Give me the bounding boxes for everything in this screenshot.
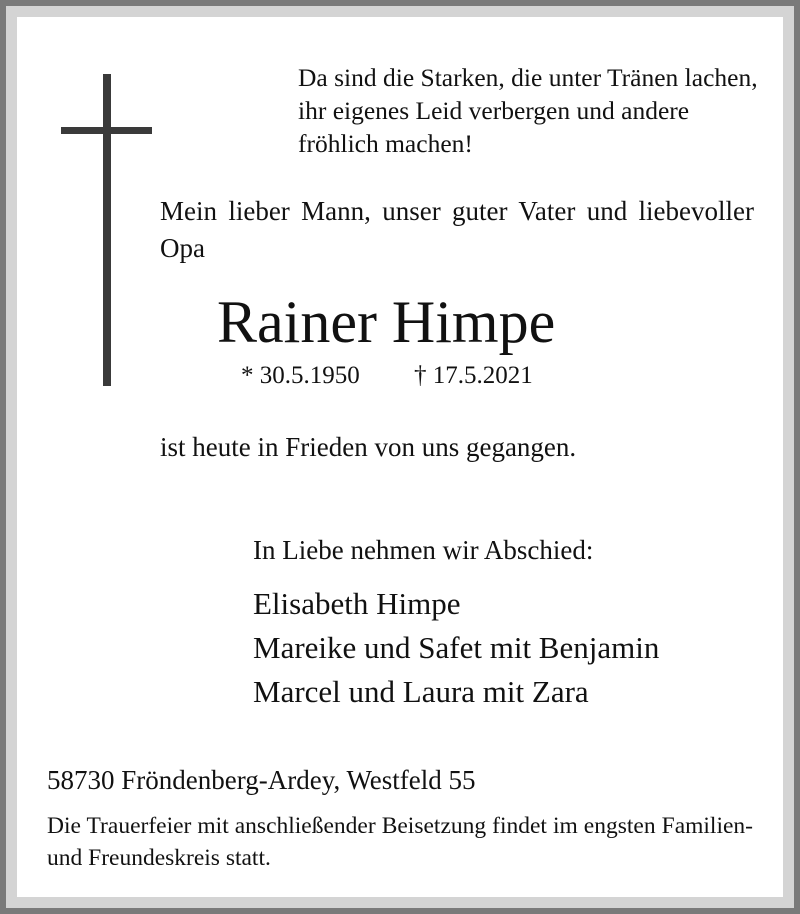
mourner-item: Mareike und Safet mit Benjamin <box>253 630 660 665</box>
address-line: 58730 Fröndenberg-Ardey, Westfeld 55 <box>47 765 476 795</box>
cross-vertical-bar <box>103 74 111 386</box>
mourner-item: Marcel und Laura mit Zara <box>253 674 589 709</box>
farewell-heading: In Liebe nehmen wir Abschied: <box>253 535 594 565</box>
mourners-list <box>253 582 659 714</box>
deceased-name: Rainer Himpe <box>217 289 556 355</box>
intro-text: Mein lieber Mann, unser guter Vater und liebevoller Opa <box>160 196 754 263</box>
death-date: † 17.5.2021 <box>414 362 533 389</box>
passed-away-text: ist heute in Frieden von uns gegangen. <box>160 432 577 462</box>
motto-quote: Da sind die Starken, die unter Tränen lachen, ihr eigenes Leid verbergen und andere fröhlich machen! <box>298 63 758 158</box>
ceremony-notice: Die Trauerfeier mit anschließender Beisetzung findet im engsten Familien- und Freundeskreis statt. <box>47 813 753 871</box>
birth-date: * 30.5.1950 <box>241 362 360 389</box>
obituary-card <box>17 17 783 897</box>
cross-horizontal-bar <box>61 127 152 134</box>
mourner-item: Elisabeth Himpe <box>253 586 461 621</box>
inner-frame <box>6 6 794 908</box>
